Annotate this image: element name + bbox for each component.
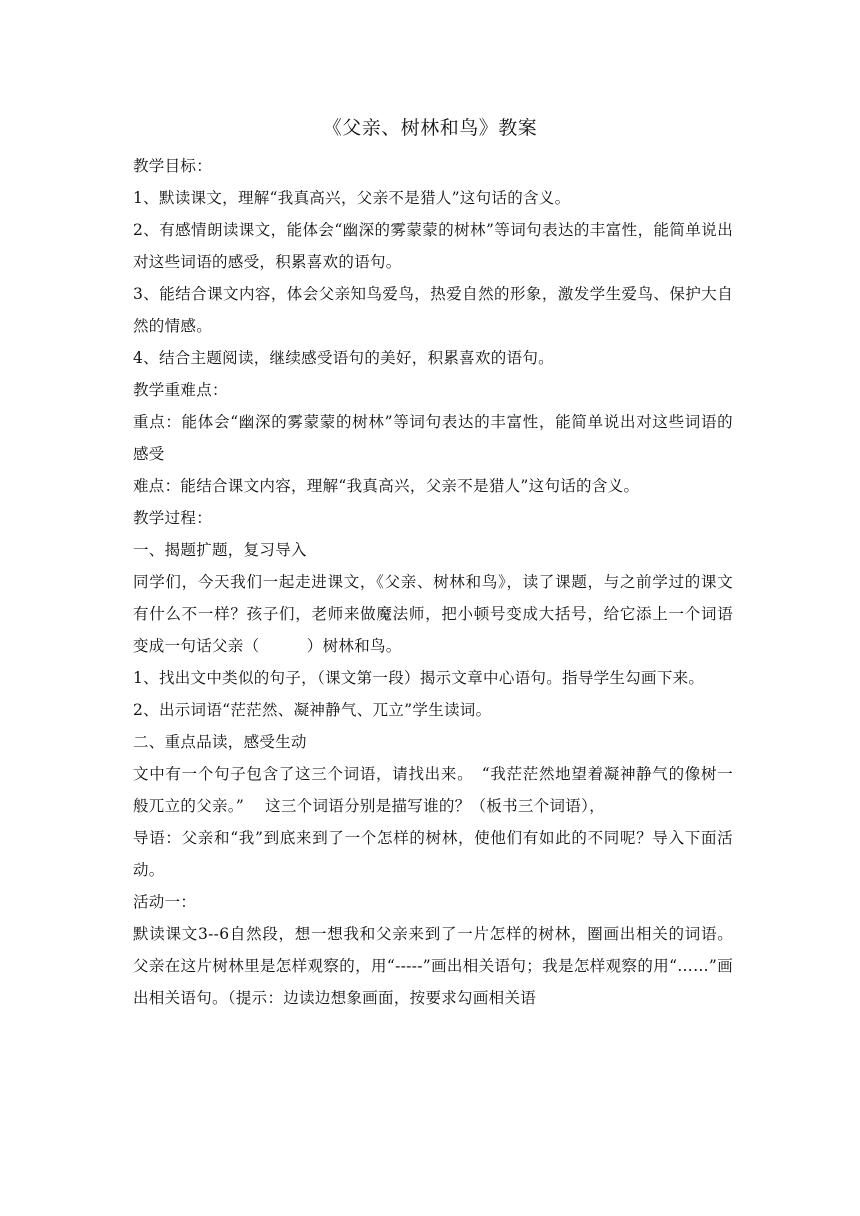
document-body bbox=[133, 150, 733, 1014]
heading-teaching-process: 教学过程： bbox=[133, 509, 213, 527]
goal-item-2: 2、有感情朗读课文，能体会“幽深的雾蒙蒙的树林”等词句表达的丰富性，能简单说出对这些词语的感受，积累喜欢的语句。 bbox=[133, 221, 733, 271]
activity-1-heading: 活动一： bbox=[133, 893, 197, 911]
goal-item-4: 4、结合主题阅读，继续感受语句的美好，积累喜欢的语句。 bbox=[133, 349, 554, 367]
step-1: 1、找出文中类似的句子，（课文第一段）揭示文章中心语句。指导学生勾画下来。 bbox=[133, 669, 705, 687]
step-2: 2、出示词语“茫茫然、凝神静气、兀立”学生读词。 bbox=[133, 701, 492, 719]
sentence-find-paragraph: 文中有一个句子包含了这三个词语，请找出来。 “我茫茫然地望着凝神静气的像树一般兀立的父亲。” 这三个词语分别是描写谁的？（板书三个词语）， bbox=[133, 765, 733, 815]
key-point: 重点：能体会“幽深的雾蒙蒙的树林”等词句表达的丰富性，能简单说出对这些词语的感受 bbox=[133, 413, 733, 463]
activity-1-instructions: 默读课文3--6自然段，想一想我和父亲来到了一片怎样的树林，圈画出相关的词语。父亲在这片树林里是怎样观察的，用“-----”画出相关语句；我是怎样观察的用“……”画出相关语句。（提示：边读边想象画面，按要求勾画相关语 bbox=[133, 925, 733, 1007]
goal-item-1: 1、默读课文，理解“我真高兴，父亲不是猎人”这句话的含义。 bbox=[133, 189, 571, 207]
heading-key-difficult-points: 教学重难点： bbox=[133, 381, 228, 399]
heading-teaching-goals: 教学目标： bbox=[133, 157, 213, 175]
difficult-point: 难点：能结合课文内容，理解“我真高兴，父亲不是猎人”这句话的含义。 bbox=[133, 477, 640, 495]
guide-paragraph: 导语：父亲和“我”到底来到了一个怎样的树林，使他们有如此的不同呢？导入下面活动。 bbox=[133, 829, 733, 879]
section-heading-2: 二、重点品读，感受生动 bbox=[133, 733, 307, 751]
goal-item-3: 3、能结合课文内容，体会父亲知鸟爱鸟，热爱自然的形象，激发学生爱鸟、保护大自然的情感。 bbox=[133, 285, 733, 335]
section-heading-1: 一、揭题扩题，复习导入 bbox=[133, 541, 307, 559]
intro-paragraph: 同学们，今天我们一起走进课文，《父亲、树林和鸟》，读了课题，与之前学过的课文有什么不一样？孩子们，老师来做魔法师，把小顿号变成大括号，给它添上一个词语变成一句话父亲（ ）树林和鸟。 bbox=[133, 573, 733, 655]
document-title: 《父亲、树林和鸟》教案 bbox=[322, 117, 538, 139]
